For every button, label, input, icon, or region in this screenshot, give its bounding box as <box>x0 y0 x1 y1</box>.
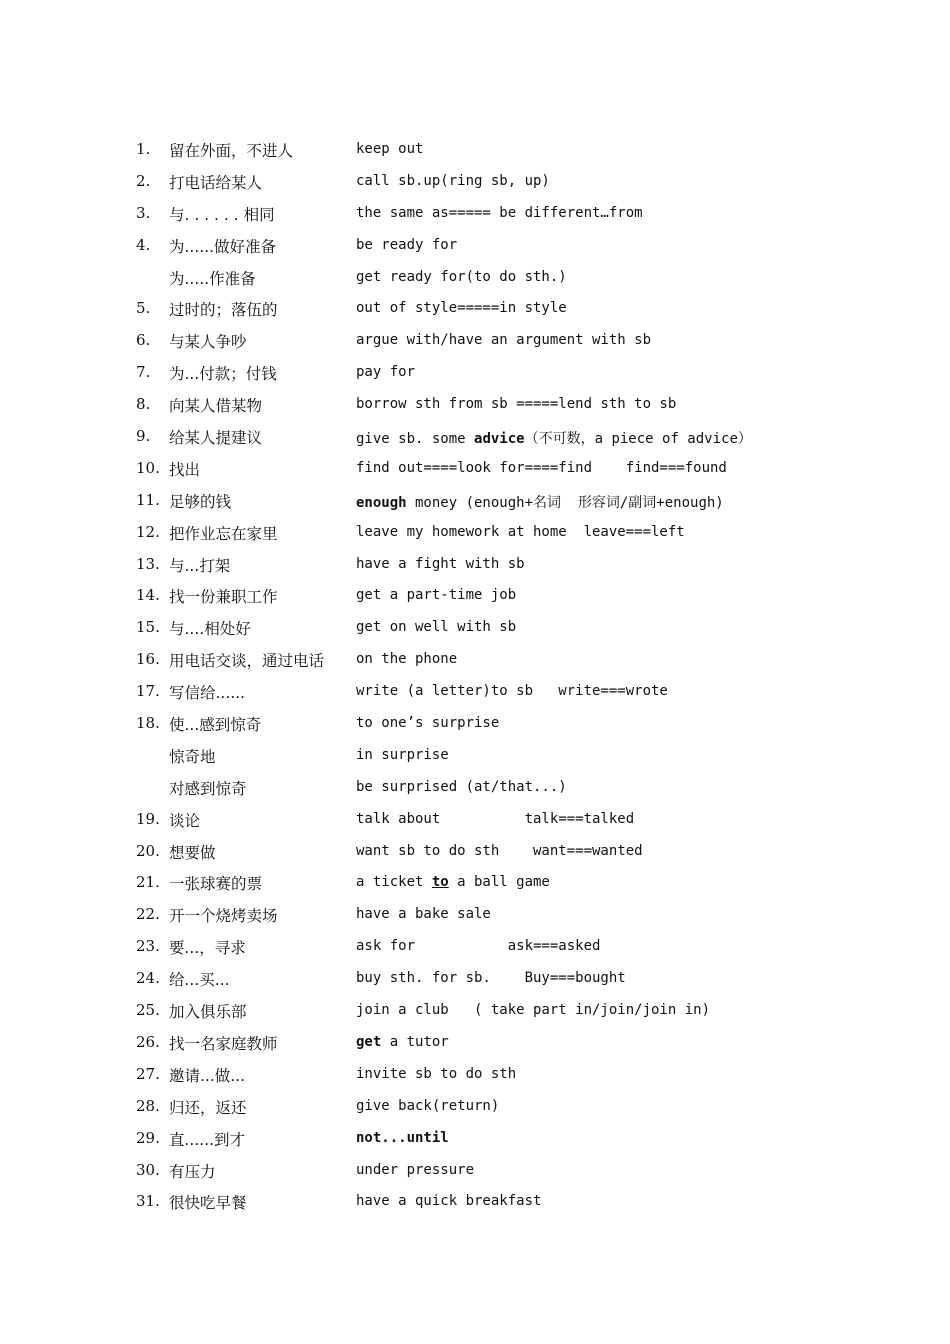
item-number: 24. <box>136 969 160 988</box>
item-number: 13. <box>136 554 160 573</box>
english-phrase <box>356 524 685 540</box>
item-number: 6. <box>136 331 151 350</box>
phrase-row <box>0 519 950 551</box>
english-text: invite sb to do sth <box>356 1065 517 1082</box>
item-number: 20. <box>136 841 160 860</box>
english-phrase <box>356 1193 541 1209</box>
chinese-phrase: 与....相处好 <box>169 620 251 639</box>
chinese-phrase: 邀请...做... <box>169 1066 246 1085</box>
phrase-row <box>0 582 950 614</box>
english-phrase <box>356 970 626 986</box>
item-number: 3. <box>136 203 151 222</box>
chinese-phrase: 谈论 <box>169 811 201 830</box>
english-text: keep out <box>356 141 424 157</box>
item-number: 21. <box>136 873 160 892</box>
item-number: 9. <box>136 427 151 446</box>
english-phrase <box>356 141 423 157</box>
phrase-row <box>0 933 950 965</box>
chinese-phrase: 使...感到惊奇 <box>169 716 262 735</box>
english-phrase <box>356 237 457 253</box>
item-number: 19. <box>136 809 160 828</box>
english-phrase <box>356 332 651 348</box>
chinese-phrase: 惊奇地 <box>169 747 216 766</box>
chinese-phrase: 归还，返还 <box>169 1098 247 1117</box>
item-number: 27. <box>136 1064 160 1083</box>
phrase-row <box>0 455 950 487</box>
item-number: 23. <box>136 937 160 956</box>
chinese-phrase: 给...买... <box>169 971 230 990</box>
english-phrase <box>356 556 525 572</box>
english-text-tail: a ball game <box>448 874 550 891</box>
phrase-row <box>0 1125 950 1157</box>
item-number: 15. <box>136 618 160 637</box>
english-text: have a quick breakfast <box>356 1193 542 1210</box>
english-phrase <box>356 1066 516 1082</box>
phrase-row <box>0 1061 950 1093</box>
item-number: 28. <box>136 1096 160 1115</box>
chinese-phrase: 打电话给某人 <box>169 173 263 192</box>
item-number: 29. <box>136 1128 160 1147</box>
english-text: get ready for(to do sth.) <box>356 268 567 285</box>
chinese-phrase: 想要做 <box>169 843 216 862</box>
english-text: get on well with sb <box>356 619 517 636</box>
phrase-row <box>0 551 950 583</box>
chinese-phrase: 为.....作准备 <box>169 269 256 288</box>
english-phrase <box>356 1034 449 1050</box>
english-text: give sb. some <box>356 431 475 448</box>
chinese-phrase: 与. . . . . . 相同 <box>169 205 275 224</box>
english-text: out of style=====in style <box>356 300 567 317</box>
item-number: 7. <box>136 363 151 382</box>
english-text: argue with/have an argument with sb <box>356 332 652 349</box>
chinese-phrase: 用电话交谈，通过电话 <box>169 652 325 671</box>
chinese-phrase: 过时的；落伍的 <box>169 301 278 320</box>
english-text: have a fight with sb <box>356 555 525 572</box>
english-text: to one’s surprise <box>356 715 500 732</box>
chinese-phrase: 写信给...... <box>169 684 246 703</box>
item-number: 26. <box>136 1032 160 1051</box>
phrase-row <box>0 997 950 1029</box>
english-text: leave my homework at home leave===left <box>356 523 685 540</box>
english-phrase <box>356 619 516 635</box>
phrase-row <box>0 1029 950 1061</box>
phrase-row <box>0 232 950 264</box>
english-text: give back(return) <box>356 1097 500 1114</box>
english-phrase <box>356 1162 474 1178</box>
chinese-phrase: 足够的钱 <box>169 492 232 511</box>
english-phrase <box>356 1002 710 1018</box>
phrase-row <box>0 678 950 710</box>
bold-keyword: advice <box>474 431 525 448</box>
chinese-phrase: 给某人提建议 <box>169 429 263 448</box>
item-number: 16. <box>136 650 160 669</box>
english-phrase <box>356 587 516 603</box>
item-number: 11. <box>136 490 160 509</box>
chinese-phrase: 一张球赛的票 <box>169 875 263 894</box>
english-text: the same as===== be different…from <box>356 204 643 221</box>
phrase-row <box>0 806 950 838</box>
phrase-row <box>0 901 950 933</box>
phrase-row <box>0 168 950 200</box>
phrase-row <box>0 391 950 423</box>
phrase-row <box>0 646 950 678</box>
item-number: 14. <box>136 586 160 605</box>
english-text: have a bake sale <box>356 906 491 923</box>
phrase-row <box>0 965 950 997</box>
english-phrase <box>356 779 567 795</box>
item-number: 4. <box>136 235 151 254</box>
phrase-list <box>0 136 950 1220</box>
chinese-phrase: 向某人借某物 <box>169 397 263 416</box>
item-number: 30. <box>136 1160 160 1179</box>
english-phrase <box>356 364 415 380</box>
item-number: 1. <box>136 140 151 158</box>
chinese-phrase: 找一份兼职工作 <box>169 588 278 607</box>
english-phrase <box>356 874 550 890</box>
english-text: get a part-time job <box>356 587 517 604</box>
english-phrase <box>356 269 567 285</box>
english-text: money (enough+名词 形容词/副词+enough) <box>406 494 724 511</box>
english-text: pay for <box>356 364 416 381</box>
chinese-phrase: 对感到惊奇 <box>169 779 247 798</box>
item-number: 5. <box>136 299 151 318</box>
chinese-phrase: 与...打架 <box>169 556 231 575</box>
english-phrase <box>356 428 752 448</box>
phrase-row <box>0 1157 950 1189</box>
phrase-row <box>0 774 950 806</box>
chinese-phrase: 很快吃早餐 <box>169 1194 247 1213</box>
phrase-row <box>0 487 950 519</box>
phrase-row <box>0 838 950 870</box>
english-text: call sb.up(ring sb, up) <box>356 172 550 189</box>
chinese-phrase: 开一个烧烤卖场 <box>169 907 278 926</box>
phrase-row <box>0 327 950 359</box>
phrase-row <box>0 295 950 327</box>
underlined-keyword: to <box>431 874 449 891</box>
english-phrase <box>356 1130 449 1146</box>
english-phrase <box>356 747 449 763</box>
english-text: ask for ask===asked <box>356 938 601 955</box>
phrase-row <box>0 869 950 901</box>
phrase-row <box>0 614 950 646</box>
phrase-row <box>0 710 950 742</box>
english-text: be ready for <box>356 236 458 253</box>
phrase-row <box>0 359 950 391</box>
chinese-phrase: 直......到才 <box>169 1130 246 1149</box>
chinese-phrase: 与某人争吵 <box>169 333 247 352</box>
item-number: 17. <box>136 682 160 701</box>
english-phrase <box>356 1098 499 1114</box>
phrase-row <box>0 136 950 168</box>
chinese-phrase: 有压力 <box>169 1162 216 1181</box>
phrase-row <box>0 200 950 232</box>
chinese-phrase: 要...，寻求 <box>169 939 246 958</box>
english-text: buy sth. for sb. Buy===bought <box>356 970 626 987</box>
phrase-row <box>0 742 950 774</box>
english-text: talk about talk===talked <box>356 810 635 827</box>
chinese-phrase: 为......做好准备 <box>169 237 277 256</box>
chinese-phrase: 为...付款；付钱 <box>169 365 277 384</box>
english-text: a tutor <box>381 1033 449 1050</box>
english-text: a ticket <box>356 874 432 891</box>
item-number: 22. <box>136 905 160 924</box>
item-number: 25. <box>136 1001 160 1020</box>
chinese-phrase: 找一名家庭教师 <box>169 1034 278 1053</box>
chinese-phrase: 加入俱乐部 <box>169 1003 247 1022</box>
english-text: find out====look for====find find===found <box>356 459 727 476</box>
english-text: be surprised (at/that...) <box>356 778 567 795</box>
english-phrase <box>356 906 491 922</box>
english-phrase <box>356 843 643 859</box>
english-text: write (a letter)to sb write===wrote <box>356 683 668 700</box>
chinese-phrase: 找出 <box>169 460 201 479</box>
phrase-row <box>0 1093 950 1125</box>
item-number: 2. <box>136 171 151 190</box>
english-phrase <box>356 173 550 189</box>
english-phrase <box>356 683 668 699</box>
english-text: borrow sth from sb =====lend sth to sb <box>356 396 677 413</box>
english-phrase <box>356 396 676 412</box>
item-number: 18. <box>136 714 160 733</box>
phrase-row <box>0 423 950 455</box>
bold-keyword: not...until <box>356 1129 449 1146</box>
item-number: 8. <box>136 395 151 414</box>
english-phrase <box>356 938 600 954</box>
english-text: under pressure <box>356 1161 475 1178</box>
english-text-tail: （不可数，a piece of advice） <box>524 431 752 448</box>
item-number: 12. <box>136 522 160 541</box>
english-phrase <box>356 460 727 476</box>
english-text: want sb to do sth want===wanted <box>356 842 643 859</box>
english-phrase <box>356 300 567 316</box>
english-text: on the phone <box>356 651 458 668</box>
english-phrase <box>356 205 643 221</box>
english-phrase <box>356 811 634 827</box>
bold-keyword: get <box>356 1033 382 1050</box>
english-phrase <box>356 651 457 667</box>
phrase-row <box>0 264 950 296</box>
bold-keyword: enough <box>356 494 407 511</box>
chinese-phrase: 留在外面，不进人 <box>169 142 294 160</box>
item-number: 31. <box>136 1192 160 1211</box>
item-number: 10. <box>136 458 160 477</box>
english-phrase <box>356 715 499 731</box>
phrase-row <box>0 1188 950 1220</box>
english-text: in surprise <box>356 746 449 763</box>
english-phrase <box>356 492 724 512</box>
english-text: join a club ( take part in/join/join in) <box>356 1002 711 1019</box>
chinese-phrase: 把作业忘在家里 <box>169 524 278 543</box>
